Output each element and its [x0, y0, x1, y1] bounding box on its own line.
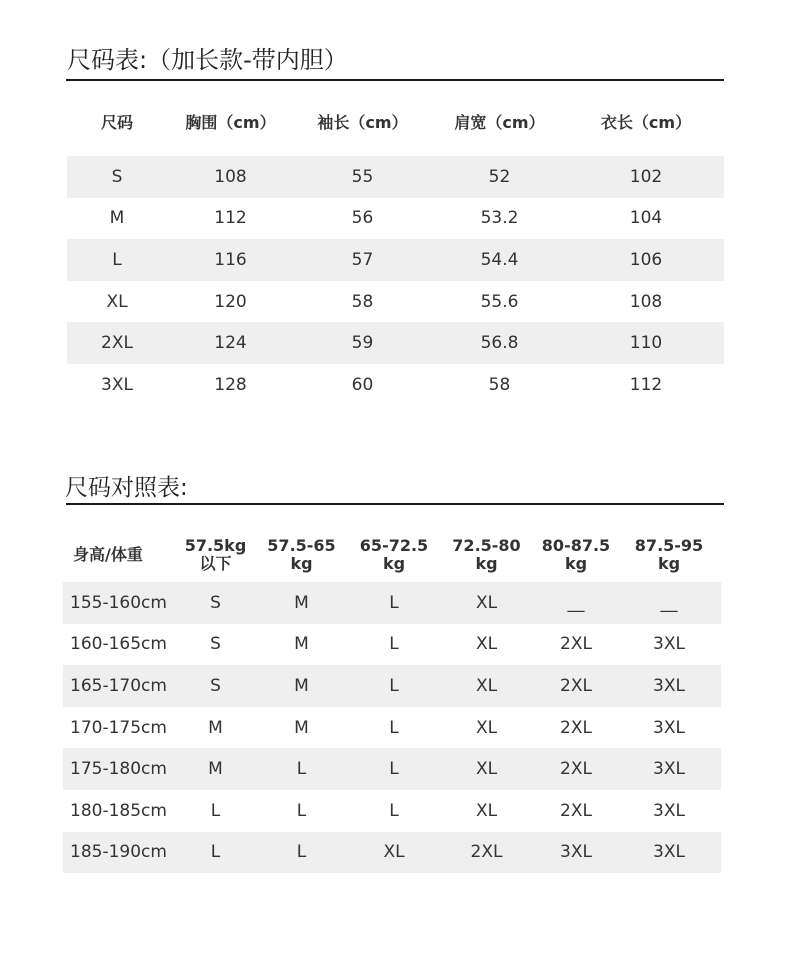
table-cell: 52	[431, 152, 568, 198]
table-cell: L	[296, 800, 307, 821]
table-cell: XL	[438, 582, 535, 624]
table-cell: M	[294, 634, 309, 655]
table-cell: XL	[475, 634, 498, 655]
table-cell: 112	[214, 208, 247, 229]
table-cell: S	[178, 665, 253, 707]
size-table-title: 尺码表:（加长款-带内胆）	[67, 46, 348, 74]
table-cell: 2XL	[560, 634, 592, 655]
table-cell: 57	[294, 239, 431, 281]
reference-table	[63, 528, 721, 873]
table-row	[63, 707, 721, 749]
table-cell: 58	[488, 374, 511, 395]
table-cell: 2XL	[67, 322, 167, 364]
column-header-weight-range: 72.5-80 kg	[452, 536, 521, 573]
table-cell: 3XL	[617, 832, 721, 874]
column-header-weight-range: 87.5-95 kg	[634, 536, 704, 573]
size-table	[67, 95, 724, 406]
table-cell: M	[208, 717, 223, 738]
table-cell: 56	[351, 208, 374, 229]
table-cell: L	[178, 832, 253, 874]
table-cell: __	[617, 582, 721, 624]
column-header-size: 尺码	[67, 95, 167, 152]
table-cell: 165-170cm	[63, 665, 178, 707]
table-cell: 160-165cm	[70, 634, 167, 655]
table-cell: M	[253, 665, 350, 707]
table-row	[63, 790, 721, 832]
table-cell: 60	[351, 374, 374, 395]
table-header-row	[67, 95, 724, 152]
table-cell: 3XL	[617, 665, 721, 707]
table-cell: 55.6	[480, 291, 519, 312]
column-header-shoulder: 肩宽（cm）	[431, 95, 568, 152]
table-cell: XL	[475, 800, 498, 821]
table-cell: XL	[106, 291, 128, 312]
table-cell: 112	[629, 374, 663, 395]
table-cell: L	[389, 634, 399, 655]
table-cell: 3XL	[617, 748, 721, 790]
table-cell: 56.8	[431, 322, 568, 364]
table-cell: 110	[568, 322, 724, 364]
table-cell: 53.2	[480, 208, 519, 229]
table-cell: S	[67, 152, 167, 198]
table-cell: 102	[568, 152, 724, 198]
column-header-weight-range: 57.5-65 kg	[267, 536, 336, 573]
table-cell: 124	[167, 322, 294, 364]
table-row	[67, 198, 724, 240]
table-cell: 120	[214, 291, 247, 312]
table-cell: L	[389, 717, 399, 738]
table-row	[67, 322, 724, 364]
table-cell: XL	[350, 832, 438, 874]
table-cell: 2XL	[438, 832, 535, 874]
table-row	[67, 364, 724, 406]
table-cell: L	[350, 665, 438, 707]
reference-table-title: 尺码对照表:	[65, 475, 188, 501]
table-row	[63, 748, 721, 790]
table-cell: XL	[438, 665, 535, 707]
divider	[66, 79, 724, 81]
table-header-row	[63, 528, 721, 582]
table-cell: 108	[167, 152, 294, 198]
table-cell: 106	[568, 239, 724, 281]
table-cell: 155-160cm	[63, 582, 178, 624]
table-cell: 104	[629, 208, 663, 229]
table-cell: M	[253, 582, 350, 624]
table-cell: S	[178, 582, 253, 624]
table-cell: XL	[475, 717, 498, 738]
table-cell: S	[210, 634, 221, 655]
table-cell: L	[253, 748, 350, 790]
column-header-chest: 胸围（cm）	[167, 95, 294, 152]
column-header-weight-range: 80-87.5 kg	[541, 536, 611, 573]
table-row	[67, 239, 724, 281]
table-cell: M	[109, 208, 125, 229]
table-cell: 116	[167, 239, 294, 281]
table-cell: L	[350, 582, 438, 624]
table-cell: 2XL	[560, 800, 592, 821]
column-header-sleeve: 袖长（cm）	[294, 95, 431, 152]
table-cell: L	[67, 239, 167, 281]
table-cell: 2XL	[560, 717, 592, 738]
table-cell: M	[294, 717, 309, 738]
table-cell: 185-190cm	[63, 832, 178, 874]
table-cell: 2XL	[535, 665, 617, 707]
column-header-weight-range: 57.5kg 以下	[184, 536, 247, 573]
table-cell: 59	[294, 322, 431, 364]
table-row	[67, 152, 724, 198]
table-cell: XL	[438, 748, 535, 790]
table-cell: L	[350, 748, 438, 790]
table-cell: 58	[351, 291, 374, 312]
divider	[66, 503, 724, 505]
table-cell: 2XL	[535, 748, 617, 790]
table-cell: L	[210, 800, 221, 821]
table-cell: 170-175cm	[70, 717, 167, 738]
table-cell: M	[178, 748, 253, 790]
table-cell: 3XL	[653, 717, 685, 738]
column-header-weight-range: 65-72.5 kg	[359, 536, 429, 573]
table-cell: 3XL	[535, 832, 617, 874]
table-cell: 128	[214, 374, 247, 395]
table-row	[63, 832, 721, 874]
table-row	[63, 582, 721, 624]
column-header-height-weight: 身高/体重	[73, 545, 143, 564]
column-header-length: 衣长（cm）	[568, 95, 724, 152]
table-cell: 3XL	[653, 800, 685, 821]
table-row	[63, 624, 721, 666]
table-cell: 175-180cm	[63, 748, 178, 790]
table-cell: L	[389, 800, 399, 821]
table-cell: 3XL	[653, 634, 685, 655]
table-cell: 54.4	[431, 239, 568, 281]
table-cell: 55	[294, 152, 431, 198]
table-row	[63, 665, 721, 707]
table-row	[67, 281, 724, 323]
table-cell: __	[535, 582, 617, 624]
table-cell: 108	[629, 291, 663, 312]
table-cell: 180-185cm	[70, 800, 167, 821]
table-cell: 3XL	[101, 374, 133, 395]
table-cell: L	[253, 832, 350, 874]
